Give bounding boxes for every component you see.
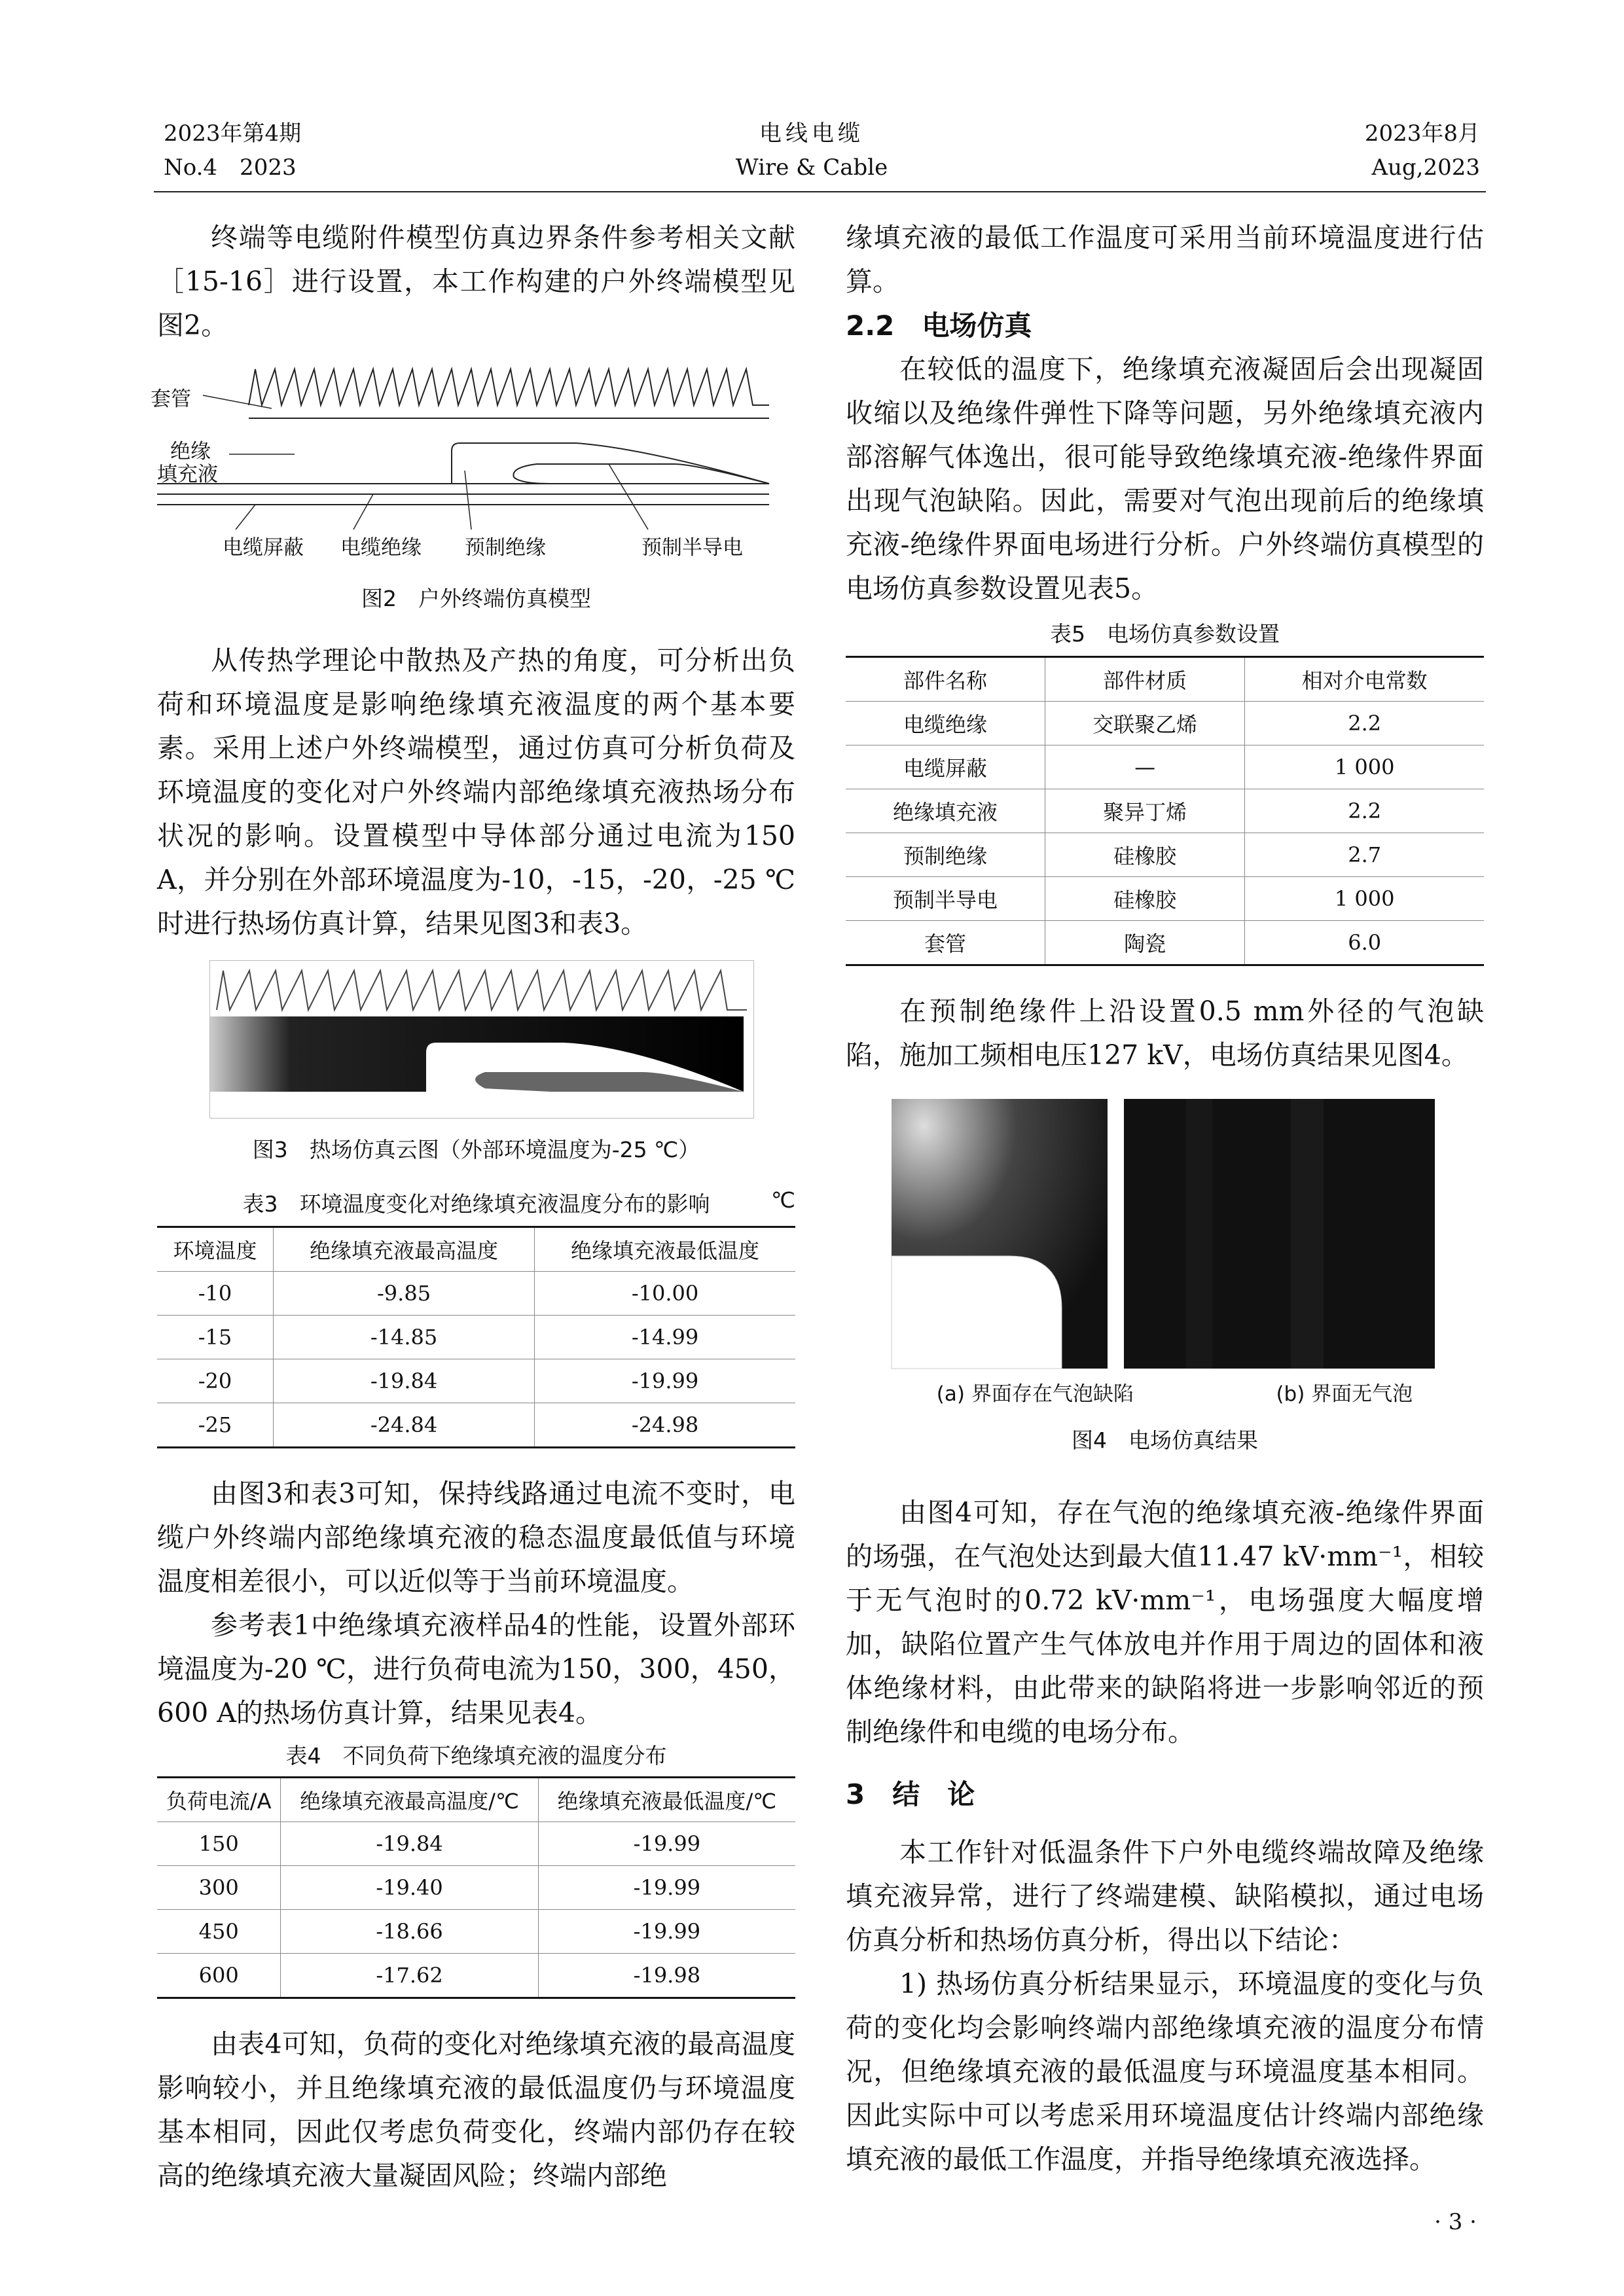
table-row [157,1866,795,1910]
table-row [157,1403,795,1448]
fig4-subcaption-b: (b) 界面无气泡 [1276,1382,1413,1406]
table-cell: -20 [157,1359,273,1403]
table-cell: -24.98 [535,1403,795,1448]
table-cell: 电缆绝缘 [846,702,1045,745]
table-3 [157,1226,795,1448]
table-cell: 硅橡胶 [1045,833,1244,877]
table5-header: 相对介电常数 [1245,657,1484,702]
table-5 [846,656,1484,966]
table-row [846,789,1484,833]
fig2-caption: 图2 户外终端仿真模型 [361,586,591,611]
table-cell: 绝缘填充液 [846,789,1045,833]
table-cell: -10 [157,1272,273,1316]
table-cell: -19.40 [281,1866,538,1910]
table-cell: -17.62 [281,1954,538,1998]
header-left-line2: No.4 2023 [164,154,297,181]
table-cell: -19.84 [281,1822,538,1866]
fig4-subcaption-a: (a) 界面存在气泡缺陷 [936,1382,1134,1406]
header-date [1365,117,1480,185]
table-cell: 硅橡胶 [1045,877,1244,921]
left-para-3: 由图3和表3可知，保持线路通过电流不变时，电缆户外终端内部绝缘填充液的稳态温度最低值与环境温度相差很小，可以近似等于当前环境温度。 [157,1478,795,1597]
table-cell: 陶瓷 [1045,921,1244,965]
table-row [157,1954,795,1998]
right-column [846,216,1484,2181]
header-rule [154,191,1486,192]
header-right-line1: 2023年8月 [1364,120,1480,147]
table-cell: -19.99 [538,1866,795,1910]
table-row [157,1822,795,1866]
table-row [157,1910,795,1954]
table3-header: 绝缘填充液最高温度 [273,1227,534,1272]
table-cell: 2.2 [1245,789,1484,833]
table5-header: 部件名称 [846,657,1045,702]
fig2-label-bushing: 套管 [151,387,191,411]
table-cell: 6.0 [1245,921,1484,965]
left-para-4: 参考表1中绝缘填充液样品4的性能，设置外部环境温度为-20 ℃，进行负荷电流为150，300，450，600 A的热场仿真计算，结果见表4。 [157,1609,795,1729]
header-journal [681,117,943,185]
table-cell: 2.7 [1245,833,1484,877]
figure-4 [846,1096,1484,1371]
table4-caption: 表4 不同负荷下绝缘填充液的温度分布 [285,1743,667,1768]
header-right-line2: Aug,2023 [1371,154,1480,181]
fig4b-image [1124,1099,1435,1369]
table-cell: -14.85 [273,1316,534,1359]
table-row [846,745,1484,789]
fig4-caption: 图4 电场仿真结果 [1072,1427,1258,1453]
left-para-1: 终端等电缆附件模型仿真边界条件参考相关文献［15-16］进行设置，本工作构建的户外终端模型见图2。 [157,222,795,341]
fig2-model-drawing [157,359,795,556]
right-para-5: 本工作针对低温条件下户外电缆终端故障及绝缘填充液异常，进行了终端建模、缺陷模拟，通过电场仿真分析和热场仿真分析，得出以下结论： [846,1837,1484,1956]
table-row [157,1359,795,1403]
table-cell: — [1045,745,1244,789]
table-cell: 交联聚乙烯 [1045,702,1244,745]
fig2-label-shield: 电缆屏蔽 [223,536,304,560]
table-cell: 预制半导电 [846,877,1045,921]
right-para-3: 在预制绝缘件上沿设置0.5 mm外径的气泡缺陷，施加工频相电压127 kV，电场仿真结果见图4。 [846,996,1484,1071]
table3-caption-row [157,1187,795,1218]
table-row [157,1272,795,1316]
table-cell: -9.85 [273,1272,534,1316]
right-para-2: 在较低的温度下，绝缘填充液凝固后会出现凝固收缩以及绝缘件弹性下降等问题，另外绝缘填充液内部溶解气体逸出，很可能导致绝缘填充液-绝缘件界面出现气泡缺陷。因此，需要对气泡出现前后的绝缘填充液-绝缘件界面电场进行分析。户外终端仿真模型的电场仿真参数设置见表5。 [846,353,1484,604]
right-para-4: 由图4可知，存在气泡的绝缘填充液-绝缘件界面的场强，在气泡处达到最大值11.47 kV·mm⁻¹，相较于无气泡时的0.72 kV·mm⁻¹，电场强度大幅度增加，缺陷位置产生气体放电并作用于周边的固体和液体绝缘材料，由此带来的缺陷将进一步影响邻近的预制绝缘件和电缆的电场分布。 [846,1497,1484,1748]
table-cell: 2.2 [1245,702,1484,745]
table-cell: 1 000 [1245,745,1484,789]
table3-header: 绝缘填充液最低温度 [535,1227,795,1272]
fig2-leader-shield [236,505,255,529]
header-journal-cn: 电线电缆 [759,120,864,147]
table-cell: -19.99 [535,1359,795,1403]
section-2-2-heading: 2.2 电场仿真 [846,310,1032,342]
fig2-label-semicon: 预制半导电 [641,536,743,560]
table-cell: -15 [157,1316,273,1359]
fig3-caption: 图3 热场仿真云图（外部环境温度为-25 ℃） [252,1137,700,1162]
table4-header: 绝缘填充液最高温度/℃ [281,1778,538,1822]
table3-caption: 表3 环境温度变化对绝缘填充液温度分布的影响 [242,1191,710,1217]
table-cell: -14.99 [535,1316,795,1359]
table-cell: -19.99 [538,1910,795,1954]
fig2-label-fill-2: 填充液 [157,463,218,486]
fig2-label-insulation: 电缆绝缘 [340,536,422,560]
fig2-leader-insulation [353,494,373,529]
fig4b-shade-1 [1186,1099,1212,1369]
fig3-sheds [217,971,747,1010]
table-cell: 预制绝缘 [846,833,1045,877]
fig2-bushing-sheds [249,369,769,405]
table-cell: 聚异丁烯 [1045,789,1244,833]
table-row [846,921,1484,965]
table-row [846,702,1484,745]
table3-header: 环境温度 [157,1227,273,1272]
fig2-label-fill-1: 绝缘 [170,440,211,463]
table-cell: 300 [157,1866,281,1910]
table-cell: -18.66 [281,1910,538,1954]
header-left-line1: 2023年第4期 [164,120,302,147]
table5-header: 部件材质 [1045,657,1244,702]
table-cell: 600 [157,1954,281,1998]
table4-header: 负荷电流/A [157,1778,281,1822]
fig2-leader-semicon [609,464,648,529]
page-number: · 3 · [1434,2209,1477,2235]
header-issue [164,117,301,185]
table-4 [157,1776,795,1999]
right-para-1: 缘填充液的最低工作温度可采用当前环境温度进行估算。 [846,222,1484,297]
fig2-label-prefab: 预制绝缘 [465,536,546,560]
table-cell: -19.99 [538,1822,795,1866]
table-cell: 电缆屏蔽 [846,745,1045,789]
fig4-field-results [846,1096,1484,1371]
table-cell: -19.98 [538,1954,795,1998]
header-journal-en: Wire & Cable [735,154,888,181]
figure-3 [209,960,754,1119]
fig4a-prefab [892,1256,1062,1369]
table-row [846,877,1484,921]
table-cell: -25 [157,1403,273,1448]
fig4b-shade-2 [1291,1099,1324,1369]
right-para-6: 1) 热场仿真分析结果显示，环境温度的变化与负荷的变化均会影响终端内部绝缘填充液的温度分布情况，但绝缘填充液的最低温度与环境温度基本相同。因此实际中可以考虑采用环境温度估计终端内部绝缘填充液的最低工作温度，并指导绝缘填充液选择。 [846,1968,1484,2175]
fig3-thermal-contour [210,961,753,1118]
table4-header: 绝缘填充液最低温度/℃ [538,1778,795,1822]
table5-caption: 表5 电场仿真参数设置 [1050,621,1280,647]
table-row [846,833,1484,877]
table-cell: -24.84 [273,1403,534,1448]
fig2-leader-prefab [465,471,471,529]
table-cell: 450 [157,1910,281,1954]
section-3-heading: 3 结 论 [846,1778,975,1810]
table-cell: -10.00 [535,1272,795,1316]
table-cell: -19.84 [273,1359,534,1403]
table-cell: 1 000 [1245,877,1484,921]
left-column [151,216,795,2198]
left-para-2: 从传热学理论中散热及产热的角度，可分析出负荷和环境温度是影响绝缘填充液温度的两个基本要素。采用上述户外终端模型，通过仿真可分析负荷及环境温度的变化对户外终端内部绝缘填充液热场分布状况的影响。设置模型中导体部分通过电流为150 A，并分别在外部环境温度为-10，-15，-20，-25 ℃时进行热场仿真计算，结果见图3和表3。 [157,645,795,939]
table-cell: 150 [157,1822,281,1866]
left-para-5: 由表4可知，负荷的变化对绝缘填充液的最高温度影响较小，并且绝缘填充液的最低温度仍与环境温度基本相同，因此仅考虑负荷变化，终端内部仍存在较高的绝缘填充液大量凝固风险；终端内部绝 [157,2028,795,2191]
table-row [157,1316,795,1359]
figure-2 [151,359,795,601]
fig4-subcaptions [846,1377,1484,1407]
table-cell: 套管 [846,921,1045,965]
fig2-semicon [513,464,769,484]
table3-unit: ℃ [770,1187,795,1213]
